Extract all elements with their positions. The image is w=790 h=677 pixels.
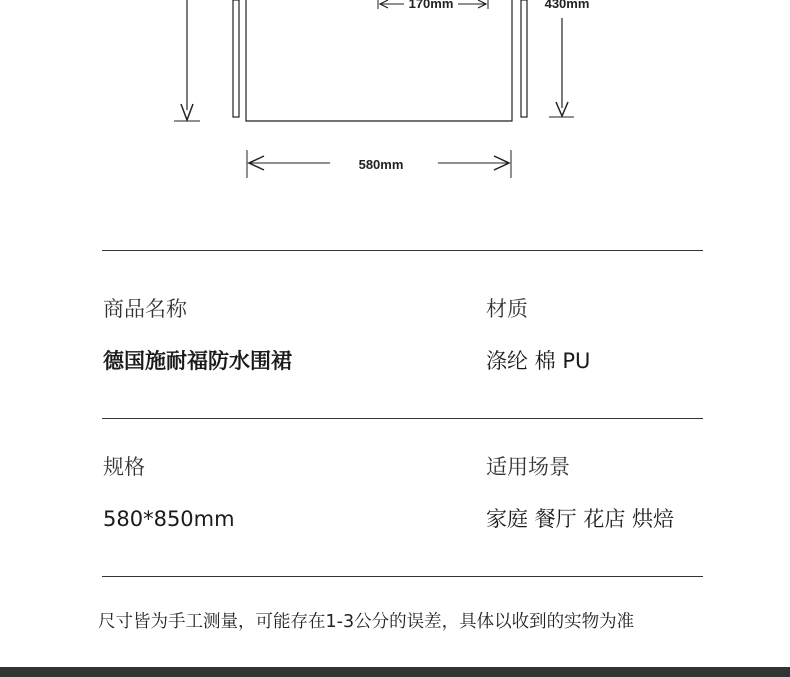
material-value: 涤纶 棉 PU [486,349,591,373]
apron-body [246,0,512,121]
size-value: 580*850mm [103,507,235,531]
left-height-dimension [174,0,200,121]
apron-left-strap [233,0,239,117]
divider-bottom [102,576,703,577]
apron-right-strap [521,0,527,117]
size-label: 规格 [103,455,145,479]
side-height-dimension [545,0,590,117]
material-label: 材质 [486,297,528,321]
inner-width-label: 170mm [408,0,454,11]
measurement-note: 尺寸皆为手工测量，可能存在1-3公分的误差，具体以收到的实物为准 [98,612,635,632]
scenario-label: 适用场景 [486,455,570,479]
product-name-label: 商品名称 [103,297,187,321]
apron-dimension-diagram [0,0,790,190]
divider-middle [102,418,703,419]
side-height-label: 430mm [544,0,590,11]
inner-width-dimension [378,0,488,11]
bottom-width-dimension [247,150,511,178]
divider-top [102,250,703,251]
bottom-width-label: 580mm [358,157,404,172]
footer-bar [0,667,790,677]
product-name-value: 德国施耐福防水围裙 [103,349,292,373]
scenario-value: 家庭 餐厅 花店 烘焙 [486,507,675,531]
